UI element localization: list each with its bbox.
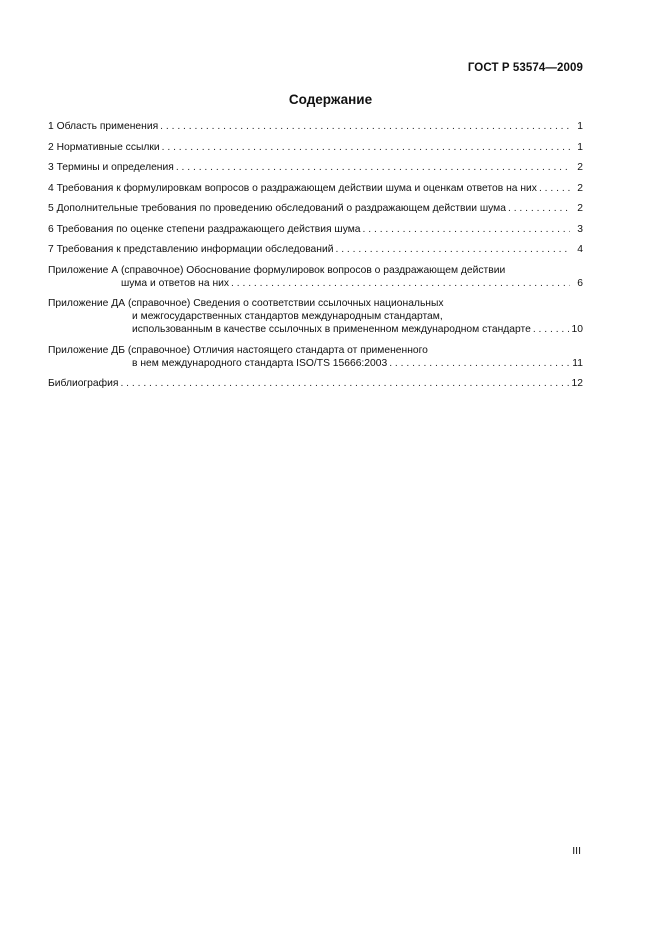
- toc-entry-title: 1 Область применения: [48, 121, 159, 132]
- toc-entry-appendix-db[interactable]: [48, 344, 583, 370]
- leader-dots: [508, 202, 570, 215]
- toc-entry-title: 5 Дополнительные требования по проведению обследований о раздражающем действии шума: [48, 203, 506, 214]
- toc-entry-4[interactable]: [48, 182, 583, 195]
- page-number: III: [572, 845, 581, 857]
- toc-entry-title: Приложение ДА (справочное) Сведения о соответствии ссылочных национальных: [48, 298, 444, 309]
- toc-entry-7[interactable]: [48, 243, 583, 256]
- toc-entry-title: Приложение А (справочное) Обоснование формулировок вопросов о раздражающем действии: [48, 264, 506, 276]
- toc-entry-title: 3 Термины и определения: [48, 162, 174, 173]
- toc-entry-3[interactable]: [48, 161, 583, 174]
- leader-dots: [162, 141, 570, 154]
- toc-entry-appendix-a[interactable]: [48, 264, 583, 290]
- leader-dots: [120, 377, 568, 390]
- standard-designation: ГОСТ Р 53574—2009: [467, 62, 583, 74]
- leader-dots: [539, 182, 570, 195]
- toc-entry-title-continued: шума и ответов на них: [121, 277, 230, 289]
- toc-page-number: 10: [571, 324, 583, 335]
- toc-entry-title-continued: и межгосударственных стандартов международным стандартам,: [132, 311, 443, 322]
- leader-dots: [160, 120, 570, 133]
- toc-entry-title: 2 Нормативные ссылки: [48, 141, 160, 153]
- toc-page-number: 2: [577, 203, 583, 214]
- toc-entry-5[interactable]: [48, 202, 583, 215]
- toc-page-number: 6: [577, 277, 583, 289]
- toc-page-number: 12: [571, 378, 583, 389]
- toc-entry-1[interactable]: [48, 120, 583, 133]
- table-of-contents: [48, 120, 583, 398]
- page-title: Содержание: [288, 92, 373, 107]
- toc-page-number: 2: [577, 182, 583, 194]
- toc-entry-title-continued: использованным в качестве ссылочных в примененном международном стандарте: [132, 324, 531, 335]
- toc-entry-6[interactable]: [48, 223, 583, 236]
- toc-entry-2[interactable]: [48, 141, 583, 154]
- toc-page-number: 4: [577, 244, 583, 255]
- toc-entry-title: 6 Требования по оценке степени раздражающего действия шума: [48, 223, 361, 235]
- leader-dots: [363, 223, 570, 236]
- leader-dots: [389, 357, 569, 370]
- toc-entry-title: Приложение ДБ (справочное) Отличия настоящего стандарта от примененного: [48, 344, 428, 356]
- toc-entry-appendix-da[interactable]: [48, 297, 583, 336]
- toc-entry-title: 7 Требования к представлению информации обследований: [48, 244, 334, 255]
- toc-entry-title: 4 Требования к формулировкам вопросов о раздражающем действии шума и оценкам ответов на них: [48, 182, 537, 194]
- leader-dots: [231, 277, 570, 290]
- leader-dots: [533, 323, 569, 336]
- toc-page-number: 11: [572, 357, 583, 369]
- leader-dots: [335, 243, 570, 256]
- toc-page-number: 1: [577, 121, 583, 132]
- leader-dots: [176, 161, 570, 174]
- toc-page-number: 1: [577, 141, 583, 153]
- toc-entry-title-continued: в нем международного стандарта ISO/TS 15666:2003: [132, 357, 388, 369]
- toc-entry-bibliography[interactable]: [48, 377, 583, 390]
- toc-page-number: 3: [577, 223, 583, 235]
- toc-page-number: 2: [577, 162, 583, 173]
- toc-entry-title: Библиография: [48, 378, 119, 389]
